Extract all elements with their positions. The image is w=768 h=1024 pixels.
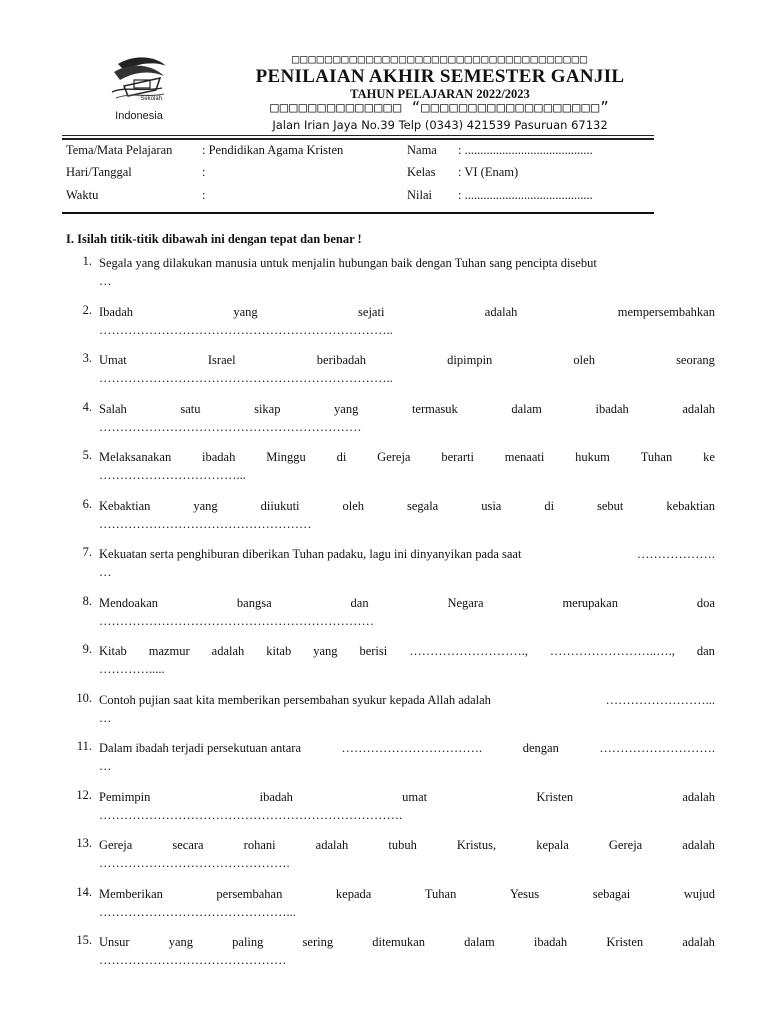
school-address: Jalan Irian Jaya No.39 Telp (0343) 421539 Pasuruan 67132: [272, 118, 608, 132]
question-word: menaati: [504, 450, 545, 464]
question-number: 15.: [76, 933, 92, 947]
question-line: [99, 642, 715, 660]
question-word: Segala yang dilakukan manusia untuk menjalin hubungan baik dengan Tuhan sang pencipta disebut: [99, 256, 597, 270]
question-word: adalah: [484, 304, 518, 319]
question-text: [99, 885, 715, 921]
question-word: Ibadah: [99, 304, 134, 319]
question-word: Tuhan: [640, 450, 673, 464]
question-word: segala: [407, 498, 439, 513]
question-number: 7.: [82, 545, 92, 559]
question-word: yang: [233, 304, 258, 319]
question-word: Kristen: [536, 789, 574, 804]
question-line: [99, 545, 715, 563]
question-word: Salah: [99, 401, 127, 416]
answer-blank[interactable]: ……………………………...: [99, 468, 246, 482]
question-line: [99, 933, 715, 951]
question-item: [66, 448, 716, 488]
question-item: [66, 933, 716, 973]
question-line: [99, 448, 715, 466]
question-word: ……………………..….,: [549, 644, 675, 658]
question-word: mazmur: [148, 644, 190, 658]
school-year: TAHUN PELAJARAN 2022/2023: [350, 87, 530, 101]
question-text: [99, 933, 715, 969]
question-item: [66, 351, 716, 391]
question-word: wujud: [683, 886, 715, 901]
question-word: Gereja: [608, 838, 643, 852]
question-word: Contoh pujian saat kita memberikan persembahan syukur kepada Allah adalah: [99, 692, 491, 707]
question-word: mempersembahkan: [617, 304, 715, 319]
question-number: 3.: [82, 351, 92, 365]
question-word: satu: [180, 401, 201, 416]
question-word: secara: [172, 838, 204, 852]
question-text: [99, 254, 715, 290]
question-word: Tuhan: [424, 886, 457, 901]
question-word: kitab: [266, 644, 292, 658]
question-word: ibadah: [533, 935, 568, 949]
answer-blank[interactable]: ………………………………………………………: [99, 419, 362, 434]
question-word: yang: [334, 401, 359, 416]
question-number: 4.: [82, 399, 92, 414]
answer-blank[interactable]: …………………………………………………………: [99, 613, 374, 628]
class-label: Kelas: [407, 165, 436, 179]
question-word: ibadah: [595, 401, 629, 416]
question-word: Kitab: [99, 644, 127, 658]
question-item: [66, 594, 716, 634]
question-word: berisi: [359, 644, 388, 658]
question-number: 9.: [82, 642, 92, 656]
logo-small-text: Sekolah: [140, 96, 162, 102]
question-word: termasuk: [411, 401, 458, 416]
question-item: [66, 691, 716, 731]
question-item: [66, 400, 716, 440]
question-line: [99, 691, 715, 709]
question-word: dan: [696, 644, 715, 658]
question-word: Gereja: [377, 450, 411, 464]
question-text: [99, 351, 715, 387]
question-word: ……………….: [636, 547, 715, 561]
answer-blank[interactable]: …: [99, 759, 112, 773]
question-word: Kristen: [606, 935, 644, 949]
question-word: persembahan: [216, 886, 283, 901]
question-item: [66, 545, 716, 585]
question-word: Melaksanakan: [99, 450, 172, 464]
question-word: sebagai: [592, 886, 631, 901]
question-word: dalam: [464, 935, 495, 949]
question-line: [99, 885, 715, 903]
school-name: □□□□□□□□□□□□□□ “□□□□□□□□□□□□□□□□□□□”: [270, 100, 610, 116]
question-line: [99, 739, 715, 757]
question-word: seorang: [676, 353, 715, 367]
question-word: Umat: [99, 353, 127, 367]
answer-blank[interactable]: ………….....: [99, 662, 165, 676]
question-number: 12.: [76, 787, 92, 802]
question-word: Gereja: [99, 838, 133, 852]
answer-blank[interactable]: ………………………………………: [99, 953, 287, 967]
question-word: Yesus: [509, 886, 540, 901]
question-word: di: [544, 498, 555, 513]
question-text: [99, 642, 715, 678]
question-number: 11.: [76, 739, 92, 753]
question-item: [66, 836, 716, 876]
question-item: [66, 497, 716, 537]
question-text: [99, 739, 715, 775]
question-word: di: [336, 450, 347, 464]
question-text: [99, 303, 715, 339]
question-word: Unsur: [99, 935, 130, 949]
question-word: rohani: [243, 838, 276, 852]
question-word: Kebaktian: [99, 498, 151, 513]
question-item: [66, 885, 716, 925]
question-word: sikap: [254, 401, 281, 416]
question-item: [66, 739, 716, 779]
question-word: ditemukan: [372, 935, 426, 949]
question-word: dalam: [511, 401, 542, 416]
question-word: sering: [302, 935, 334, 949]
question-text: [99, 400, 715, 436]
score-field[interactable]: : .........................................: [458, 188, 593, 202]
question-word: kebaktian: [666, 498, 715, 513]
question-word: yang: [193, 498, 218, 513]
answer-blank[interactable]: ……………………………………………: [99, 516, 312, 531]
question-word: …………………………….: [341, 741, 483, 755]
question-item: [66, 303, 716, 343]
question-number: 2.: [82, 302, 92, 317]
answer-blank[interactable]: ………………………………………...: [99, 904, 296, 919]
score-label: Nilai: [407, 188, 432, 202]
question-line: [99, 836, 715, 854]
question-word: dan: [350, 595, 369, 610]
question-number: 13.: [76, 836, 92, 850]
question-word: adalah: [682, 838, 715, 852]
subject-value: : Pendidikan Agama Kristen: [202, 143, 344, 157]
question-text: [99, 448, 715, 484]
answer-blank[interactable]: …: [99, 274, 112, 288]
question-word: ibadah: [259, 789, 293, 804]
question-word: paling: [232, 935, 264, 949]
time-label: Waktu: [66, 188, 99, 202]
question-word: Israel: [207, 353, 236, 367]
subject-label: Tema/Mata Pelajaran: [66, 143, 173, 157]
question-word: sejati: [358, 304, 385, 319]
section-title: I. Isilah titik-titik dibawah ini dengan tepat dan benar !: [66, 232, 362, 246]
question-text: [99, 836, 715, 872]
question-word: ibadah: [202, 450, 236, 464]
question-line: [99, 594, 715, 612]
question-word: adalah: [315, 838, 349, 852]
question-word: oleh: [573, 353, 595, 367]
question-word: dengan: [522, 741, 559, 755]
question-item: [66, 254, 716, 294]
answer-blank[interactable]: ……………………………………………………………….: [99, 807, 403, 822]
logo-text: Indonesia: [115, 110, 163, 122]
question-word: merupakan: [562, 595, 618, 610]
question-word: Mendoakan: [99, 595, 159, 610]
question-word: adalah: [682, 401, 715, 416]
answer-blank[interactable]: …: [99, 710, 112, 725]
question-text: [99, 691, 715, 727]
question-number: 14.: [76, 884, 92, 899]
answer-blank[interactable]: …: [99, 565, 112, 579]
question-line: [99, 497, 715, 515]
question-word: ……………………….: [599, 741, 715, 755]
question-word: yang: [168, 935, 194, 949]
question-word: ……………………...: [605, 692, 715, 707]
question-word: doa: [696, 595, 715, 610]
day-value: :: [202, 165, 206, 179]
header-rule-double: [62, 138, 654, 140]
name-field[interactable]: : .........................................: [458, 143, 593, 157]
exam-title: PENILAIAN AKHIR SEMESTER GANJIL: [255, 66, 625, 87]
header-top-line: □□□□□□□□□□□□□□□□□□□□□□□□□□□□□□□□□□□□: [291, 52, 589, 66]
info-rule: [62, 212, 654, 214]
time-value: :: [202, 188, 206, 202]
header-rule: [62, 135, 654, 136]
question-line: [99, 788, 715, 806]
question-line: [99, 400, 715, 418]
question-line: [99, 254, 715, 272]
answer-blank[interactable]: ……………………………………….: [99, 856, 290, 870]
answer-blank[interactable]: ……………………………………………………………..: [99, 371, 393, 385]
question-word: dipimpin: [447, 353, 493, 367]
question-word: adalah: [211, 644, 245, 658]
question-number: 8.: [82, 593, 92, 608]
question-text: [99, 545, 715, 581]
question-text: [99, 497, 715, 533]
question-word: ke: [703, 450, 715, 464]
question-word: Negara: [447, 595, 484, 610]
question-word: adalah: [682, 789, 715, 804]
question-number: 5.: [82, 448, 92, 462]
question-word: diiukuti: [260, 498, 300, 513]
question-word: tubuh: [388, 838, 417, 852]
question-text: [99, 788, 715, 824]
question-word: beribadah: [316, 353, 367, 367]
question-word: Memberikan: [99, 886, 163, 901]
question-word: bangsa: [236, 595, 272, 610]
class-value: : VI (Enam): [458, 165, 519, 179]
question-word: sebut: [597, 498, 624, 513]
question-word: hukum: [575, 450, 610, 464]
question-word: adalah: [682, 935, 715, 949]
question-word: usia: [481, 498, 502, 513]
question-word: berarti: [441, 450, 474, 464]
question-item: [66, 788, 716, 828]
question-word: Dalam ibadah terjadi persekutuan antara: [99, 741, 301, 755]
question-word: kepada: [335, 886, 372, 901]
question-word: Minggu: [266, 450, 306, 464]
question-line: [99, 351, 715, 369]
question-word: Kekuatan serta penghiburan diberikan Tuhan padaku, lagu ini dinyanyikan pada saat: [99, 547, 522, 561]
question-line: [99, 303, 715, 321]
question-word: Kristus,: [456, 838, 497, 852]
day-label: Hari/Tanggal: [66, 165, 132, 179]
question-word: ……………………….,: [409, 644, 528, 658]
answer-blank[interactable]: ……………………………………………………………..: [99, 322, 393, 337]
question-text: [99, 594, 715, 630]
name-label: Nama: [407, 143, 437, 157]
question-item: [66, 642, 716, 682]
question-number: 10.: [76, 690, 92, 705]
question-word: umat: [402, 789, 428, 804]
question-number: 1.: [82, 254, 92, 268]
question-word: kepala: [536, 838, 569, 852]
question-word: Pemimpin: [99, 789, 151, 804]
question-word: oleh: [342, 498, 365, 513]
question-number: 6.: [82, 496, 92, 511]
question-word: yang: [313, 644, 338, 658]
